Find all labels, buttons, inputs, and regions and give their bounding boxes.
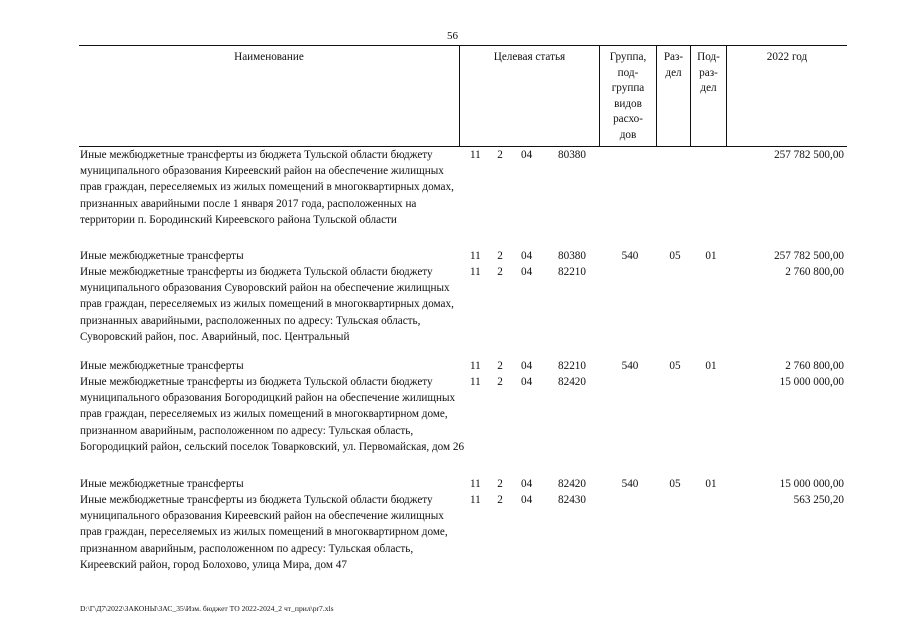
target-direction: 82430 (558, 494, 586, 506)
expense-group: 540 (621, 360, 639, 372)
table-header (79, 45, 847, 147)
target-direction: 82420 (558, 478, 586, 490)
amount-2022: 257 782 500,00 (774, 149, 844, 161)
header-subsection-line: раз- (699, 66, 718, 79)
footer-file-path: D:\Г\Д7\2022\ЗАКОНЫ\ЗАС_35\Изм. бюджет ТО 2022-2024_2 чт_прил\pr7.xls (80, 604, 334, 613)
target-program: 11 (470, 250, 481, 262)
section: 05 (669, 250, 681, 262)
row-name: Иные межбюджетные трансферты из бюджета Тульской области бюджету муниципального образования Киреевский район на обеспечение жилищных прав граждан, переселяемых из жилых помещений в многоквартирном доме, признанном аварийным, расположенном по адресу: Тульская область, Киреевский район, город Болохово, улица Мира, дом 47 (80, 494, 448, 571)
subsection: 01 (705, 360, 717, 372)
row-name: Иные межбюджетные трансферты из бюджета Тульской области бюджету муниципального образования Богородицкий район на обеспечение жилищных прав граждан, переселяемых из жилых помещений в многоквартирном доме, признанном аварийным, расположенном по адресу: Тульская область, Богородицкий район, сельский поселок Товарковский, ул. Первомайская, дом 26 (80, 376, 465, 453)
target-event: 04 (521, 250, 533, 262)
header-group (600, 50, 656, 143)
amount-2022: 257 782 500,00 (774, 250, 844, 262)
amount-2022: 2 760 800,00 (785, 360, 844, 372)
row-name: Иные межбюджетные трансферты из бюджета Тульской области бюджету муниципального образования Суворовский район на обеспечение жилищных прав граждан, переселяемых из жилых помещений в многоквартирных домах, признанных аварийными, расположенных по адресу: Тульская область, Суворовский район, пос. Аварийный, пос. Центральный (80, 266, 454, 343)
target-direction: 80380 (558, 149, 586, 161)
row-name: Иные межбюджетные трансферты (80, 478, 244, 490)
header-group-line: группа (611, 82, 645, 94)
row-name: Иные межбюджетные трансферты (80, 250, 244, 262)
header-section-line: Раз- (663, 51, 684, 63)
section: 05 (669, 478, 681, 490)
subsection: 01 (705, 478, 717, 490)
amount-2022: 563 250,20 (793, 494, 844, 506)
row-name: Иные межбюджетные трансферты из бюджета Тульской области бюджету муниципального образования Киреевский район на обеспечение жилищных прав граждан, переселяемых из жилых помещений в многоквартирных домах, признанных аварийными после 1 января 2017 года, расположенных на территории п. Бородинский Киреевского района Тульской области (80, 149, 454, 226)
amount-2022: 15 000 000,00 (779, 478, 844, 490)
target-program: 11 (470, 494, 481, 506)
expense-group: 540 (621, 478, 639, 490)
target-event: 04 (521, 360, 533, 372)
subsection: 01 (705, 250, 717, 262)
row-name: Иные межбюджетные трансферты (80, 360, 244, 372)
header-group-line: Группа, (609, 51, 647, 63)
header-section (657, 50, 690, 81)
target-direction: 82210 (558, 266, 586, 278)
header-name: Наименование (234, 51, 304, 63)
page-number: 56 (447, 30, 458, 42)
amount-2022: 15 000 000,00 (779, 376, 844, 388)
header-group-line: под- (617, 66, 639, 79)
target-subprogram: 2 (497, 250, 503, 262)
target-event: 04 (521, 376, 533, 388)
target-subprogram: 2 (497, 266, 503, 278)
target-program: 11 (470, 376, 481, 388)
target-event: 04 (521, 478, 533, 490)
header-group-line: расхо- (613, 113, 643, 125)
target-program: 11 (470, 149, 481, 161)
header-group-line: дов (619, 128, 637, 141)
header-subsection-line: дел (700, 82, 717, 94)
header-year: 2022 год (766, 51, 808, 63)
target-direction: 82420 (558, 376, 586, 388)
expense-group: 540 (621, 250, 639, 262)
amount-2022: 2 760 800,00 (785, 266, 844, 278)
header-subsection-line: Под- (697, 51, 720, 63)
header-group-line: видов (614, 97, 642, 110)
target-event: 04 (521, 494, 533, 506)
target-subprogram: 2 (497, 376, 503, 388)
target-subprogram: 2 (497, 478, 503, 490)
target-direction: 80380 (558, 250, 586, 262)
target-subprogram: 2 (497, 494, 503, 506)
target-event: 04 (521, 266, 533, 278)
section: 05 (669, 360, 681, 372)
target-direction: 82210 (558, 360, 586, 372)
target-subprogram: 2 (497, 360, 503, 372)
header-subsection (691, 50, 726, 97)
target-subprogram: 2 (497, 149, 503, 161)
header-section-line: дел (665, 66, 682, 79)
target-program: 11 (470, 360, 481, 372)
target-program: 11 (470, 478, 481, 490)
header-target-article: Целевая статья (493, 51, 566, 63)
target-program: 11 (470, 266, 481, 278)
target-event: 04 (521, 149, 533, 161)
